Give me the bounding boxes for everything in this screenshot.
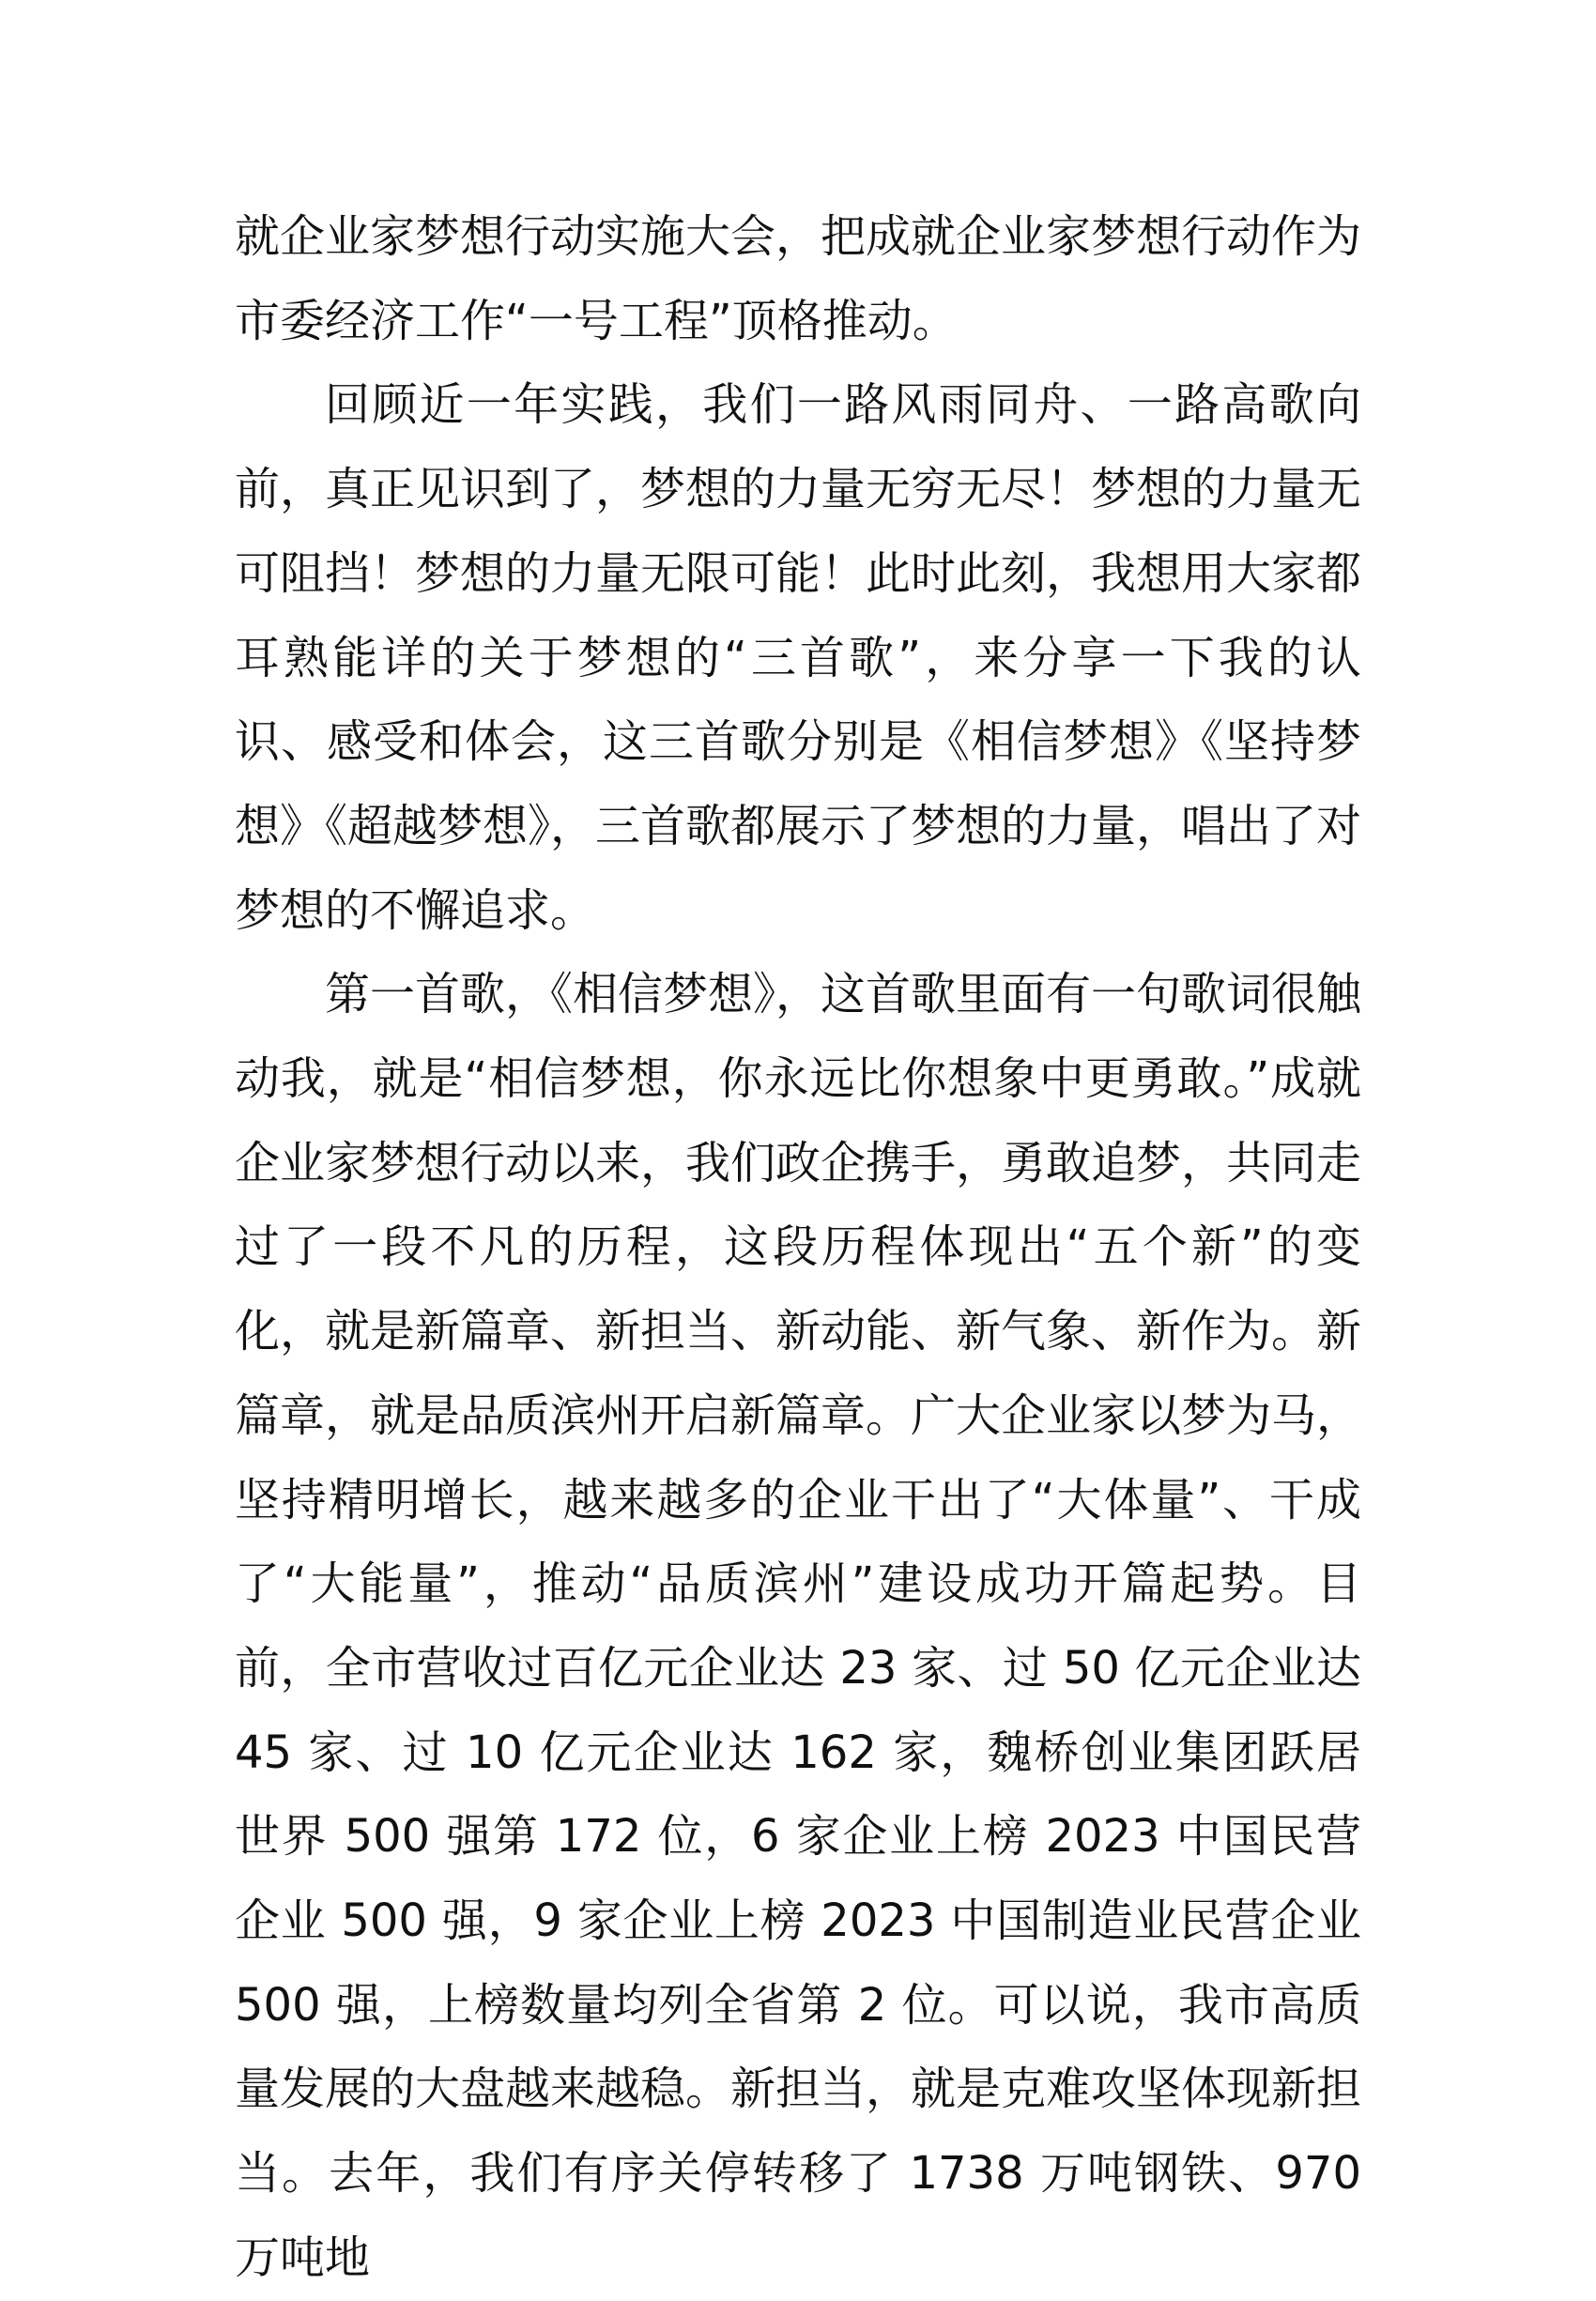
paragraph-1: 就企业家梦想行动实施大会，把成就企业家梦想行动作为市委经济工作“一号工程”顶格推动。 [235, 210, 1362, 347]
body-text [235, 195, 1361, 2301]
paragraph-2: 回顾近一年实践，我们一路风雨同舟、一路高歌向前，真正见识到了，梦想的力量无穷无尽！梦想的力量无可阻挡！梦想的力量无限可能！此时此刻，我想用大家都耳熟能详的关于梦想的“三首歌”，来分享一下我的认识、感受和体会，这三首歌分别是《相信梦想》《坚持梦想》《超越梦想》，三首歌都展示了梦想的力量，唱出了对梦想的不懈追求。 [235, 378, 1362, 937]
paragraph-3: 第一首歌，《相信梦想》，这首歌里面有一句歌词很触动我，就是“相信梦想，你永远比你想象中更勇敢。”成就企业家梦想行动以来，我们政企携手，勇敢追梦，共同走过了一段不凡的历程，这段历程体现出“五个新”的变化，就是新篇章、新担当、新动能、新气象、新作为。新篇章，就是品质滨州开启新篇章。广大企业家以梦为马，坚持精明增长，越来越多的企业干出了“大体量”、干成了“大能量”，推动“品质滨州”建设成功开篇起势。目前，全市营收过百亿元企业达 23 家、过 50 亿元企业达 45 家、过 10 亿元企业达 162 家，魏桥创业集团跃居世界 500 强第 172 位，6 家企业上榜 2023 中国民营企业 500 强，9 家企业上榜 2023 中国制造业民营企业 500 强，上榜数量均列全省第 2 位。可以说，我市高质量发展的大盘越来越稳。新担当，就是克难攻坚体现新担当。去年，我们有序关停转移了 1738 万吨钢铁、970 万吨地 [235, 968, 1362, 2284]
